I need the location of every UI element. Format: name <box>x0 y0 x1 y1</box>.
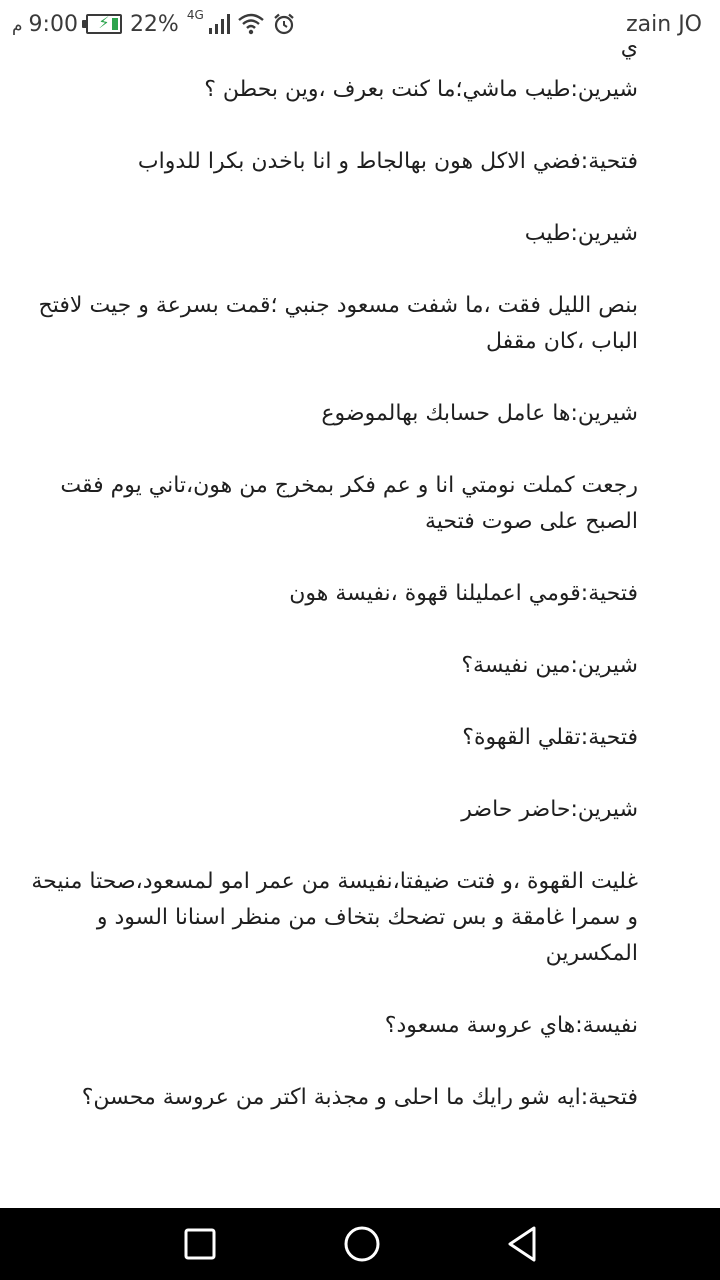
time: 9:00 <box>28 11 78 37</box>
truncated-line: ي <box>620 35 638 60</box>
story-paragraph: نفيسة:هاي عروسة مسعود؟ <box>384 1013 638 1038</box>
home-button[interactable] <box>342 1224 382 1264</box>
story-paragraph: غليت القهوة ،و فتت ضيفتا،نفيسة من عمر امو لمسعود،صحتا منيحة و سمرا غامقة و بس تضحك بتخاف من منظر اسنانا السود و المكسرين <box>31 869 638 966</box>
story-text <box>0 36 720 1116</box>
navigation-bar <box>0 1208 720 1280</box>
story-content[interactable] <box>0 35 720 1208</box>
clock <box>12 12 78 37</box>
story-paragraph: فتحية:ايه شو رايك ما احلى و مجذبة اكتر من عروسة محسن؟ <box>81 1085 638 1110</box>
battery-percent: 22% <box>129 11 179 37</box>
story-paragraph: فتحية:قومي اعمليلنا قهوة ،نفيسة هون <box>289 581 638 606</box>
story-paragraph: شيرين:ها عامل حسابك بهالموضوع <box>321 401 638 426</box>
network-type: 4G <box>186 8 204 22</box>
recents-button[interactable] <box>182 1226 218 1262</box>
story-paragraph: شيرين:طيب ماشي؛ما كنت بعرف ،وين بحطن ؟ <box>204 77 638 102</box>
wifi-icon <box>238 13 264 35</box>
story-paragraph: شيرين:مين نفيسة؟ <box>461 653 638 678</box>
signal-icon <box>208 14 230 34</box>
carrier-name: zain JO <box>626 11 702 37</box>
story-paragraph: فتحية:تقلي القهوة؟ <box>462 725 638 750</box>
alarm-icon <box>272 12 296 36</box>
story-paragraph: شيرين:حاضر حاضر <box>461 797 638 822</box>
battery-charging-icon <box>86 14 122 34</box>
story-paragraph: شيرين:طيب <box>524 221 638 246</box>
story-paragraph: رجعت كملت نومتي انا و عم فكر بمخرج من هون،تاني يوم فقت الصبح على صوت فتحية <box>60 473 638 534</box>
story-paragraph: فتحية:فضي الاكل هون بهالجاط و انا باخدن بكرا للدواب <box>137 149 638 174</box>
charging-bolt-icon: ⚡ <box>98 13 110 32</box>
back-button[interactable] <box>504 1224 544 1264</box>
story-paragraph: بنص الليل فقت ،ما شفت مسعود جنبي ؛قمت بسرعة و جيت لافتح الباب ،كان مقفل <box>38 293 638 354</box>
time-suffix: م <box>12 15 23 36</box>
